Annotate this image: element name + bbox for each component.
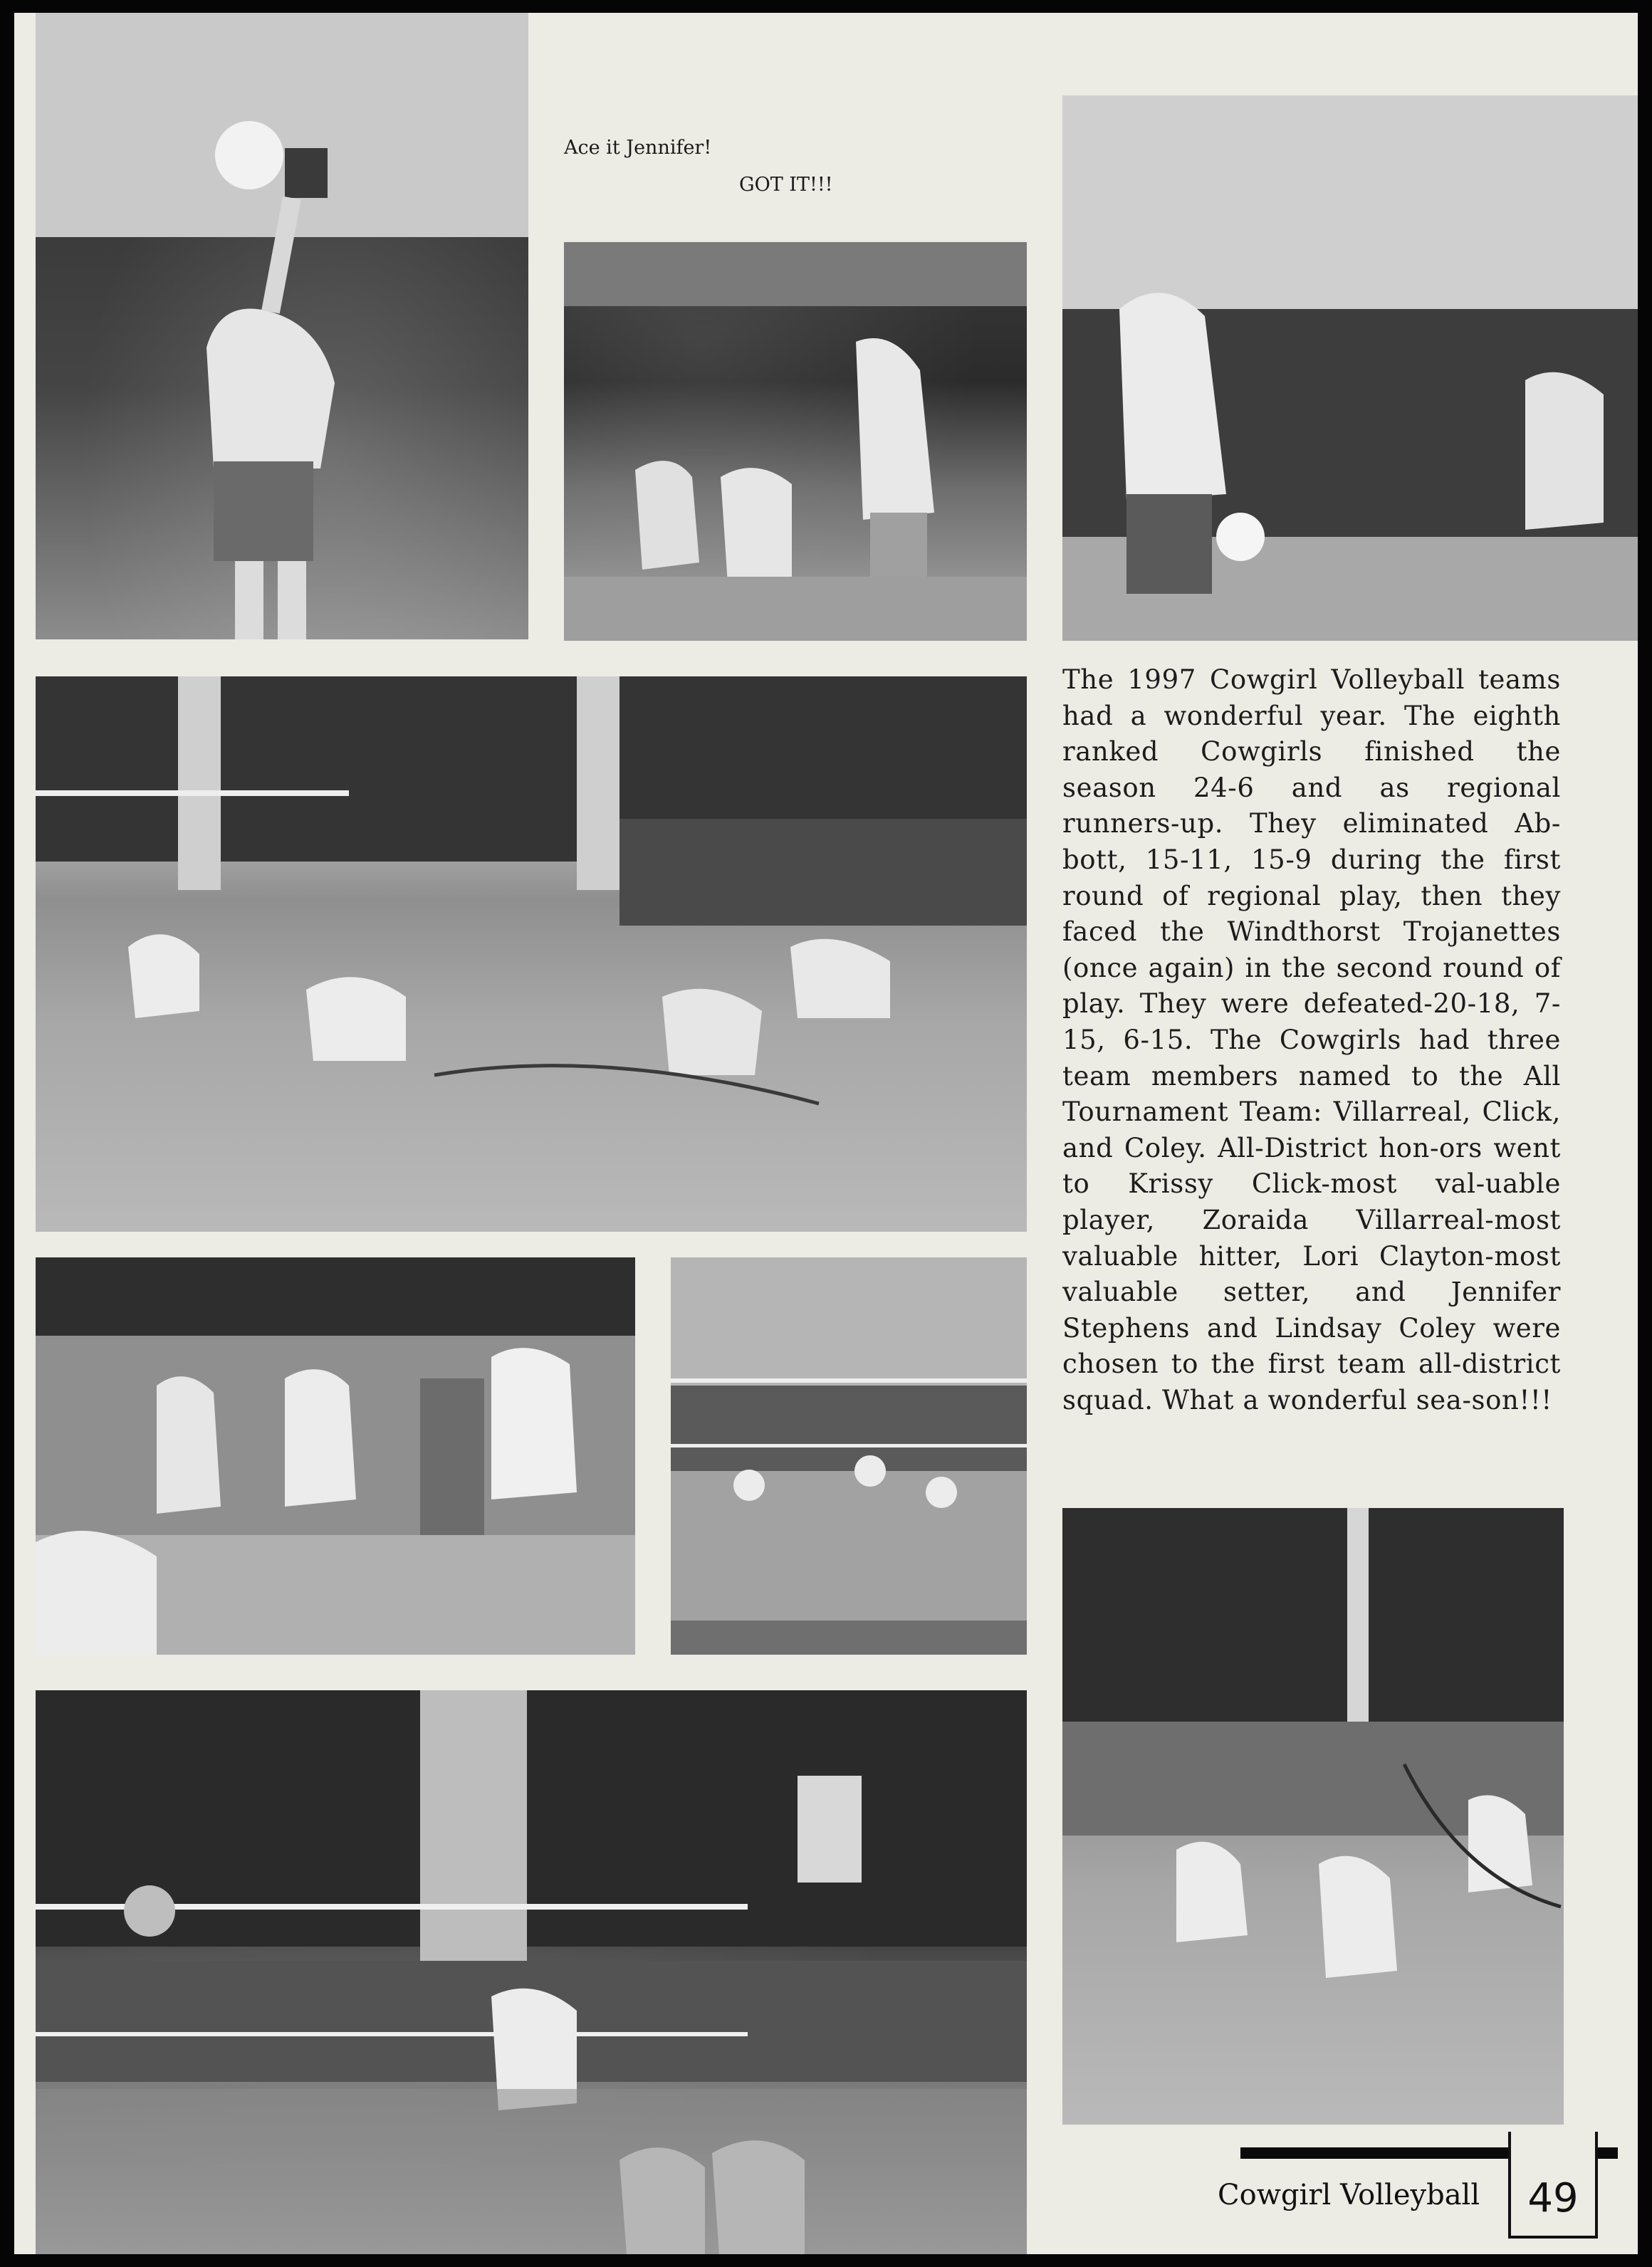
photo-bump: [564, 242, 1027, 641]
photo-serve: [36, 13, 528, 639]
page-number-box: [1508, 2132, 1598, 2239]
page-number: 49: [1527, 2175, 1579, 2221]
caption-ace: Ace it Jennifer!: [564, 137, 712, 159]
footer-section-label: Cowgirl Volleyball: [1218, 2179, 1480, 2211]
caption-got-it: GOT IT!!!: [739, 174, 833, 196]
photo-huddle: [36, 1257, 635, 1655]
story-text: The 1997 Cowgirl Volleyball teams had a wonderful year. The eighth ranked Cowgirls finished the season 24-6 and as regional runners-up. They eliminated Ab-bott, 15-11, 15-9 during the first round of regional play, then they faced the Windthorst Trojanettes (once again) in the second round of play. They were defeated-20-18, 7-15, 6-15. The Cowgirls had three team members named to the All Tournament Team: Villarreal, Click, and Coley. All-District hon-ors went to Krissy Click-most val-uable player, Zoraida Villarreal-most valuable hitter, Lori Clayton-most valuable setter, and Jennifer Stephens and Lindsay Coley were chosen to the first team all-district squad. What a wonderful sea-son!!!: [1062, 664, 1561, 1415]
photo-block-referee: [36, 1690, 1027, 2254]
photo-player-11: [1062, 95, 1638, 641]
photo-diving-team: [36, 676, 1027, 1232]
photo-net-wide: [671, 1257, 1027, 1655]
yearbook-page: [14, 13, 1638, 2254]
photo-ready-position: [1062, 1508, 1564, 2125]
